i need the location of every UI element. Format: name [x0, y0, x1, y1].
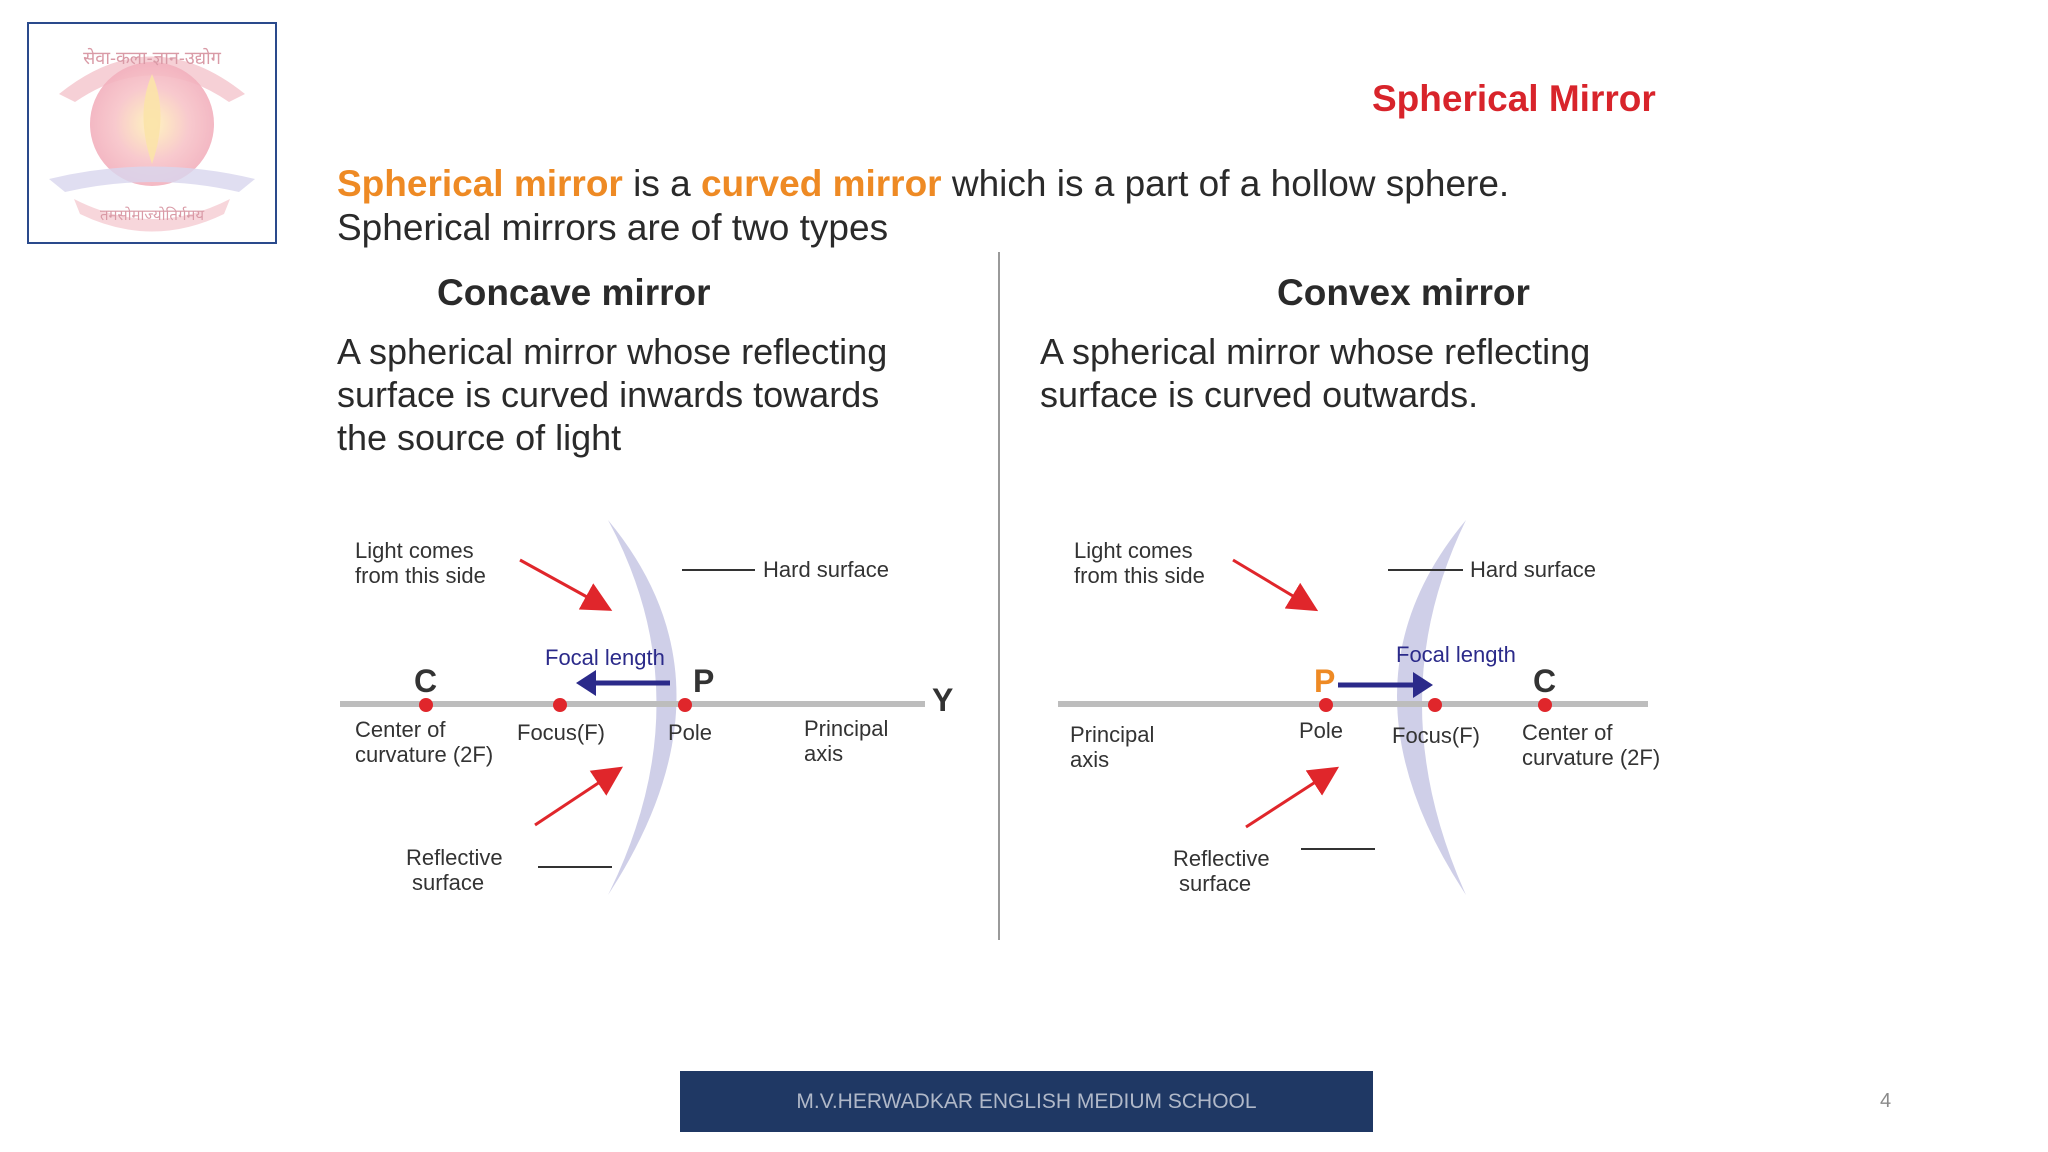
light-comes-label-2: from this side — [1074, 563, 1205, 588]
reflected-light-arrow — [1246, 770, 1334, 827]
principal-axis-label-2: axis — [1070, 747, 1110, 772]
center-of-curvature-label-2: curvature (2F) — [355, 742, 494, 767]
hard-surface-label: Hard surface — [763, 557, 889, 582]
point-p-label: P — [693, 663, 715, 699]
page-number: 4 — [1880, 1090, 1892, 1112]
principal-axis-label-1: Principal — [1070, 722, 1155, 747]
intro-highlight-spherical-mirror: Spherical mirror — [337, 163, 623, 204]
intro-line-2: Spherical mirrors are of two types — [337, 207, 889, 248]
pole-point-p — [1319, 698, 1333, 712]
center-of-curvature-label-1: Center of — [1522, 720, 1613, 745]
concave-mirror-shape — [608, 520, 677, 895]
logo-bottom-text: तमसोमाज्योतिर्गमय — [99, 207, 205, 224]
logo-top-text: सेवा-कला-ज्ञान-उद्योग — [83, 48, 221, 68]
focus-label: Focus(F) — [517, 720, 605, 745]
focus-point-f — [1428, 698, 1442, 712]
convex-description — [1040, 330, 1590, 416]
focus-point-f — [553, 698, 567, 712]
concave-description — [337, 330, 887, 459]
incoming-light-arrow — [1233, 560, 1313, 608]
point-c-label: C — [414, 663, 438, 699]
intro-text — [337, 162, 1509, 250]
school-footer-banner — [680, 1071, 1373, 1132]
school-name: M.V.HERWADKAR ENGLISH MEDIUM SCHOOL — [796, 1089, 1257, 1113]
center-point-c — [419, 698, 433, 712]
reflective-surface-label-2: surface — [1179, 871, 1252, 896]
point-c-label: C — [1533, 663, 1557, 699]
principal-axis-label-2: axis — [804, 741, 844, 766]
concave-desc-line-2: surface is curved inwards towards — [337, 374, 880, 415]
convex-heading: Convex mirror — [1277, 272, 1530, 313]
school-emblem-icon — [29, 24, 275, 242]
intro-text-part-1: is a — [622, 163, 701, 204]
convex-mirror-diagram — [1048, 500, 1688, 920]
center-point-c — [1538, 698, 1552, 712]
concave-desc-line-1: A spherical mirror whose reflecting — [337, 331, 888, 372]
intro-text-part-2: which is a part of a hollow sphere. — [941, 163, 1510, 204]
reflective-surface-label-1: Reflective — [406, 845, 503, 870]
pole-label: Pole — [1299, 718, 1344, 743]
focal-length-arrowhead-icon — [1413, 672, 1433, 698]
convex-desc-line-1: A spherical mirror whose reflecting — [1040, 331, 1591, 372]
intro-highlight-curved-mirror: curved mirror — [700, 163, 942, 204]
concave-heading: Concave mirror — [437, 272, 711, 313]
hard-surface-label: Hard surface — [1470, 557, 1596, 582]
concave-desc-line-3: the source of light — [337, 417, 622, 458]
focal-length-label: Focal length — [545, 645, 665, 670]
principal-axis-label-1: Principal — [804, 716, 889, 741]
reflective-surface-label-2: surface — [412, 870, 485, 895]
pole-point-p — [678, 698, 692, 712]
concave-mirror-diagram — [330, 500, 970, 920]
intro-line-1 — [337, 162, 1509, 206]
column-divider — [998, 252, 1000, 940]
reflected-light-arrow — [535, 770, 618, 825]
light-comes-label-1: Light comes — [1074, 538, 1193, 563]
focal-length-label: Focal length — [1396, 642, 1516, 667]
school-logo — [27, 22, 277, 244]
center-of-curvature-label-2: curvature (2F) — [1522, 745, 1661, 770]
focus-label: Focus(F) — [1392, 723, 1480, 748]
center-of-curvature-label-1: Center of — [355, 717, 446, 742]
focal-length-arrowhead-icon — [576, 670, 596, 696]
pole-label: Pole — [668, 720, 713, 745]
light-comes-label-1: Light comes — [355, 538, 474, 563]
point-p-label: P — [1314, 663, 1336, 699]
incoming-light-arrow — [520, 560, 607, 608]
light-comes-label-2: from this side — [355, 563, 486, 588]
point-y-label: Y — [932, 682, 954, 718]
slide-title: Spherical Mirror — [1372, 78, 1656, 119]
convex-desc-line-2: surface is curved outwards. — [1040, 374, 1479, 415]
reflective-surface-label-1: Reflective — [1173, 846, 1270, 871]
